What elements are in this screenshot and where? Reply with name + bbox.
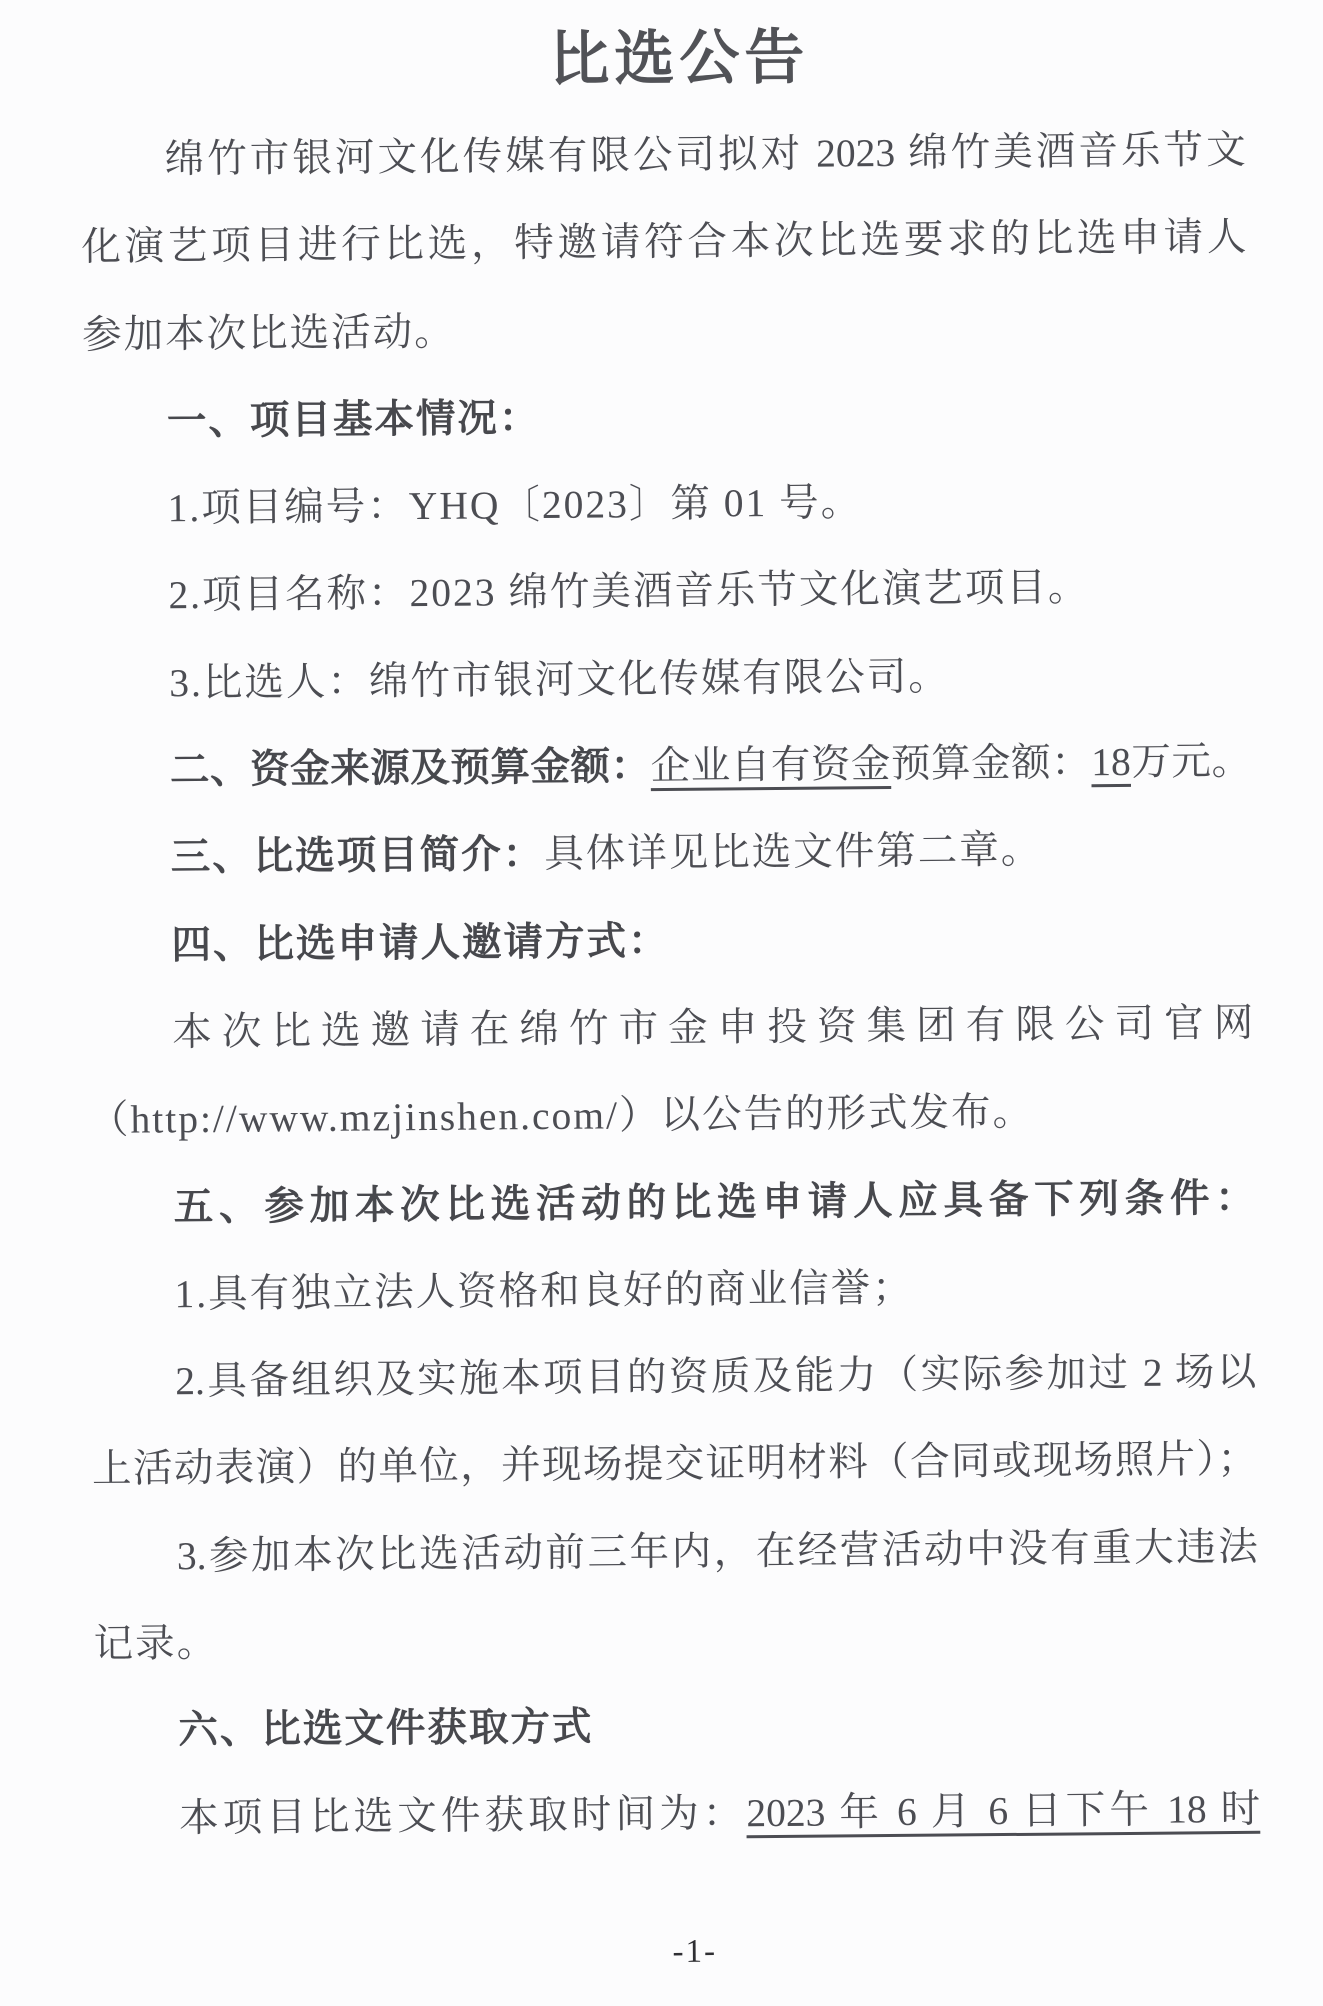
section-6-heading: 六、比选文件获取方式 — [178, 1704, 594, 1753]
funding-source-underlined: 企业自有资金 — [650, 742, 892, 789]
section-3-body: 具体详见比选文件第二章。 — [544, 828, 1043, 877]
section-5-item-2-line-1: 2.具备组织及实施本项目的资质及能力（实际参加过 2 场以 — [175, 1349, 1257, 1404]
document-body — [80, 107, 1260, 1863]
section-1-item-3: 3.比选人：绵竹市银河文化传媒有限公司。 — [169, 654, 951, 706]
section-3-heading: 三、比选项目简介： — [170, 832, 545, 880]
section-6-line — [95, 1765, 1261, 1862]
doc-acquisition-time-label: 本项目比选文件获取时间为： — [178, 1790, 747, 1840]
section-5-heading: 五、参加本次比选活动的比选申请人应具备下列条件： — [173, 1175, 1255, 1229]
section-5-item-3-line-1: 3.参加本次比选活动前三年内，在经营活动中没有重大违法 — [176, 1524, 1258, 1578]
section-1-heading: 一、项目基本情况： — [166, 395, 541, 444]
section-5-item-3-line-2: 记录。 — [93, 1620, 219, 1667]
budget-value-underlined: 18 — [1091, 739, 1131, 785]
budget-label: 预算金额： — [890, 740, 1092, 787]
section-5-item-1: 1.具有独立法人资格和良好的商业信誉； — [174, 1265, 914, 1317]
doc-acquisition-time-underlined: 2023 年 6 月 6 日下午 18 时 — [746, 1786, 1261, 1835]
section-4-heading: 四、比选申请人邀请方式： — [171, 918, 670, 967]
page-number: -1- — [672, 1933, 718, 1970]
section-2-heading: 二、资金来源及预算金额： — [169, 744, 651, 793]
section-5-item-2-line-2: 上活动表演）的单位，并现场提交证明材料（合同或现场照片）； — [91, 1437, 1258, 1492]
section-1-item-2: 2.项目名称：2023 绵竹美酒音乐节文化演艺项目。 — [168, 565, 1090, 618]
intro-paragraph-line-3: 参加本次比选活动。 — [81, 309, 456, 357]
page-title: 比选公告 — [549, 24, 810, 93]
section-4-line-1: 本次比选邀请在绵竹市金申投资集团有限公司官网 — [172, 1000, 1254, 1055]
section-3-line — [86, 805, 1252, 902]
section-1-item-1: 1.项目编号：YHQ〔2023〕第 01 号。 — [167, 480, 863, 531]
section-4-line-2-website: （http://www.mzjinshen.com/）以公告的形式发布。 — [88, 1090, 1035, 1143]
intro-paragraph-line-1: 绵竹市银河文化传媒有限公司拟对 2023 绵竹美酒音乐节文 — [164, 127, 1246, 182]
intro-paragraph-line-2: 化演艺项目进行比选，特邀请符合本次比选要求的比选申请人 — [81, 215, 1247, 270]
budget-unit: 万元。 — [1130, 738, 1252, 784]
section-2-line — [86, 718, 1252, 815]
